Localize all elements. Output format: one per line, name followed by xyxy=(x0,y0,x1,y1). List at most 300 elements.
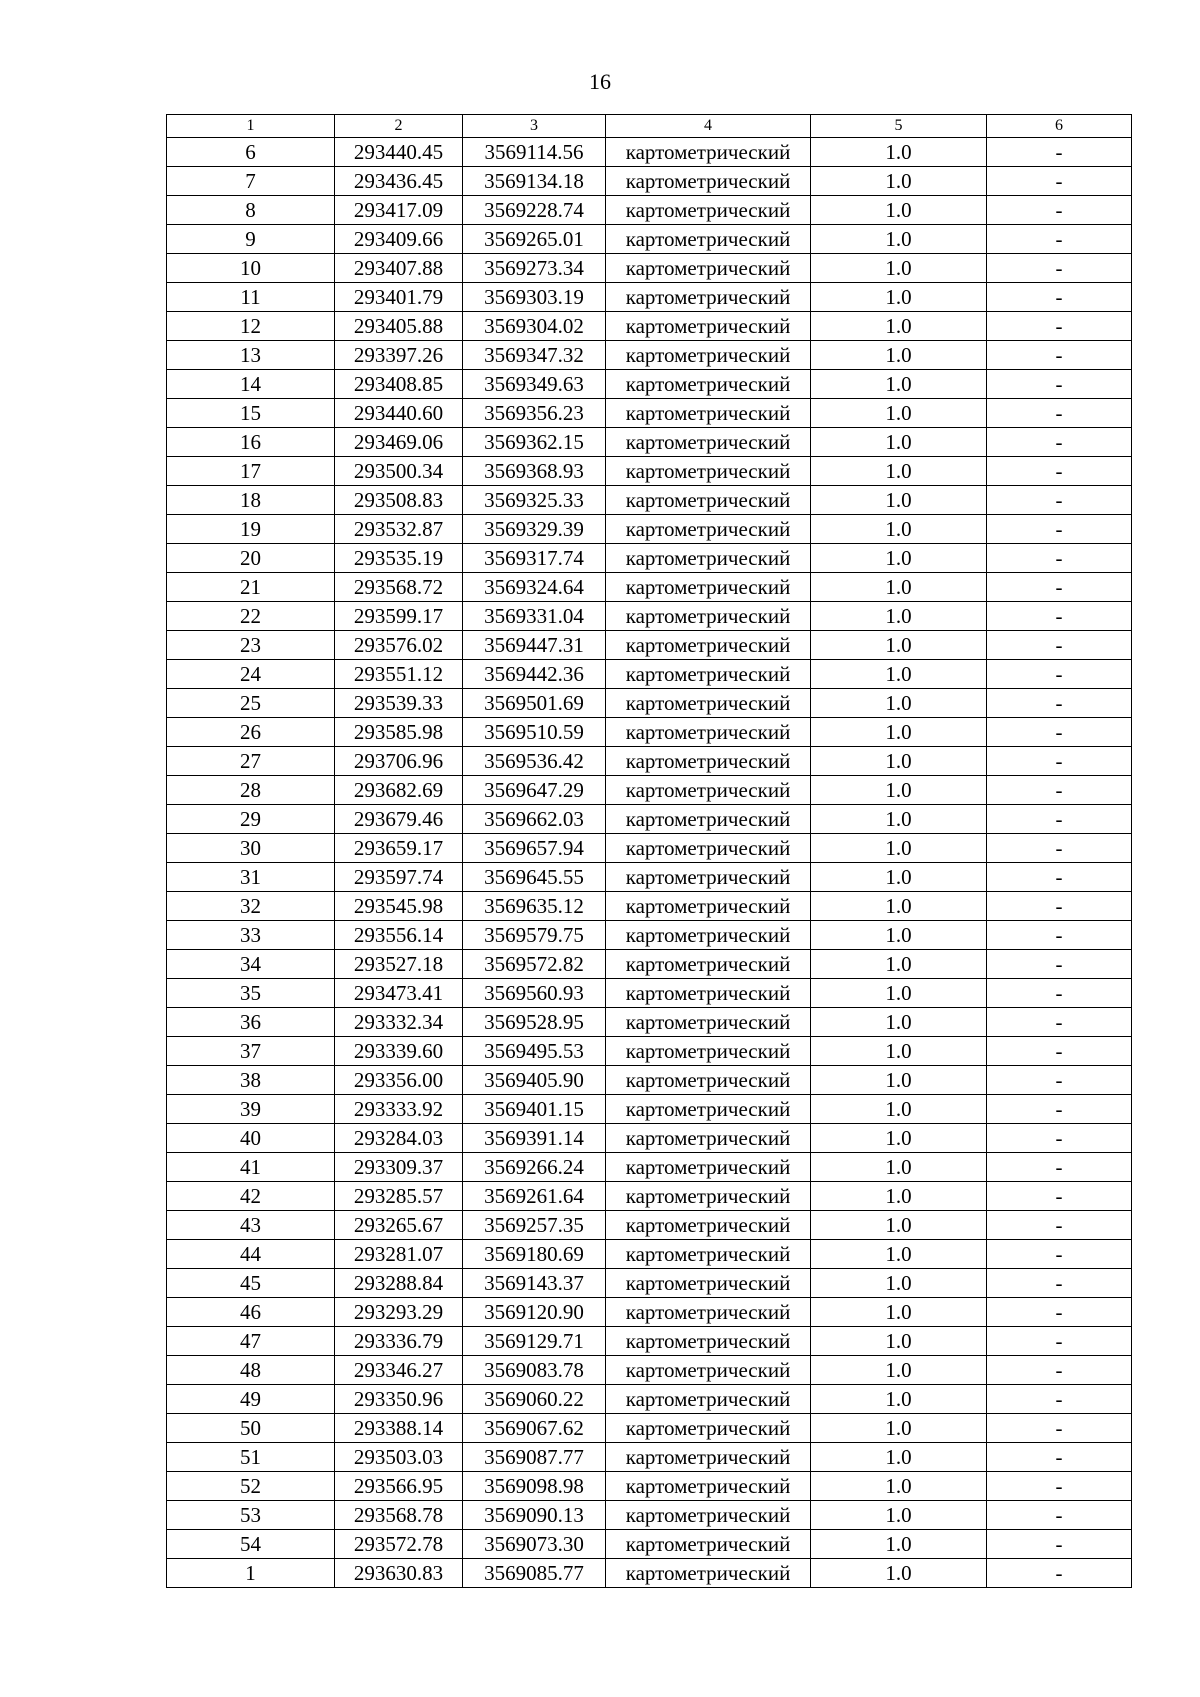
point-number-cell: 24 xyxy=(167,660,335,689)
method-cell: картометрический xyxy=(606,1095,811,1124)
table-row xyxy=(167,1385,1132,1414)
note-cell: - xyxy=(987,428,1132,457)
accuracy-cell: 1.0 xyxy=(811,1124,987,1153)
note-cell: - xyxy=(987,718,1132,747)
table-row xyxy=(167,1037,1132,1066)
y-coordinate-cell: 3569579.75 xyxy=(463,921,606,950)
point-number-cell: 39 xyxy=(167,1095,335,1124)
x-coordinate-cell: 293527.18 xyxy=(335,950,463,979)
accuracy-cell: 1.0 xyxy=(811,544,987,573)
table-row xyxy=(167,979,1132,1008)
x-coordinate-cell: 293405.88 xyxy=(335,312,463,341)
accuracy-cell: 1.0 xyxy=(811,1211,987,1240)
note-cell: - xyxy=(987,254,1132,283)
point-number-cell: 47 xyxy=(167,1327,335,1356)
method-cell: картометрический xyxy=(606,1443,811,1472)
accuracy-cell: 1.0 xyxy=(811,486,987,515)
accuracy-cell: 1.0 xyxy=(811,1385,987,1414)
point-number-cell: 21 xyxy=(167,573,335,602)
column-header-1: 1 xyxy=(167,115,335,138)
method-cell: картометрический xyxy=(606,921,811,950)
note-cell: - xyxy=(987,863,1132,892)
table-row xyxy=(167,834,1132,863)
point-number-cell: 14 xyxy=(167,370,335,399)
point-number-cell: 42 xyxy=(167,1182,335,1211)
note-cell: - xyxy=(987,950,1132,979)
method-cell: картометрический xyxy=(606,196,811,225)
x-coordinate-cell: 293350.96 xyxy=(335,1385,463,1414)
point-number-cell: 48 xyxy=(167,1356,335,1385)
table-row xyxy=(167,254,1132,283)
y-coordinate-cell: 3569442.36 xyxy=(463,660,606,689)
accuracy-cell: 1.0 xyxy=(811,1153,987,1182)
point-number-cell: 27 xyxy=(167,747,335,776)
y-coordinate-cell: 3569662.03 xyxy=(463,805,606,834)
table-row xyxy=(167,602,1132,631)
column-header-6: 6 xyxy=(987,115,1132,138)
table-row xyxy=(167,1153,1132,1182)
accuracy-cell: 1.0 xyxy=(811,1298,987,1327)
point-number-cell: 31 xyxy=(167,863,335,892)
accuracy-cell: 1.0 xyxy=(811,1037,987,1066)
method-cell: картометрический xyxy=(606,660,811,689)
accuracy-cell: 1.0 xyxy=(811,1443,987,1472)
y-coordinate-cell: 3569560.93 xyxy=(463,979,606,1008)
column-header-2: 2 xyxy=(335,115,463,138)
accuracy-cell: 1.0 xyxy=(811,1182,987,1211)
table-row xyxy=(167,399,1132,428)
table-row xyxy=(167,283,1132,312)
note-cell: - xyxy=(987,1153,1132,1182)
table-row xyxy=(167,341,1132,370)
table-row xyxy=(167,225,1132,254)
y-coordinate-cell: 3569368.93 xyxy=(463,457,606,486)
note-cell: - xyxy=(987,370,1132,399)
accuracy-cell: 1.0 xyxy=(811,428,987,457)
point-number-cell: 12 xyxy=(167,312,335,341)
x-coordinate-cell: 293284.03 xyxy=(335,1124,463,1153)
y-coordinate-cell: 3569645.55 xyxy=(463,863,606,892)
accuracy-cell: 1.0 xyxy=(811,399,987,428)
x-coordinate-cell: 293409.66 xyxy=(335,225,463,254)
note-cell: - xyxy=(987,1008,1132,1037)
point-number-cell: 45 xyxy=(167,1269,335,1298)
note-cell: - xyxy=(987,341,1132,370)
x-coordinate-cell: 293500.34 xyxy=(335,457,463,486)
x-coordinate-cell: 293397.26 xyxy=(335,341,463,370)
point-number-cell: 46 xyxy=(167,1298,335,1327)
method-cell: картометрический xyxy=(606,747,811,776)
x-coordinate-cell: 293309.37 xyxy=(335,1153,463,1182)
note-cell: - xyxy=(987,776,1132,805)
method-cell: картометрический xyxy=(606,805,811,834)
x-coordinate-cell: 293545.98 xyxy=(335,892,463,921)
y-coordinate-cell: 3569362.15 xyxy=(463,428,606,457)
y-coordinate-cell: 3569510.59 xyxy=(463,718,606,747)
column-header-3: 3 xyxy=(463,115,606,138)
point-number-cell: 11 xyxy=(167,283,335,312)
note-cell: - xyxy=(987,515,1132,544)
method-cell: картометрический xyxy=(606,631,811,660)
x-coordinate-cell: 293417.09 xyxy=(335,196,463,225)
x-coordinate-cell: 293473.41 xyxy=(335,979,463,1008)
accuracy-cell: 1.0 xyxy=(811,660,987,689)
note-cell: - xyxy=(987,1385,1132,1414)
note-cell: - xyxy=(987,747,1132,776)
y-coordinate-cell: 3569265.01 xyxy=(463,225,606,254)
x-coordinate-cell: 293597.74 xyxy=(335,863,463,892)
x-coordinate-cell: 293566.95 xyxy=(335,1472,463,1501)
method-cell: картометрический xyxy=(606,718,811,747)
y-coordinate-cell: 3569090.13 xyxy=(463,1501,606,1530)
accuracy-cell: 1.0 xyxy=(811,573,987,602)
method-cell: картометрический xyxy=(606,1037,811,1066)
table-row xyxy=(167,515,1132,544)
accuracy-cell: 1.0 xyxy=(811,979,987,1008)
x-coordinate-cell: 293336.79 xyxy=(335,1327,463,1356)
method-cell: картометрический xyxy=(606,457,811,486)
accuracy-cell: 1.0 xyxy=(811,892,987,921)
method-cell: картометрический xyxy=(606,1211,811,1240)
point-number-cell: 36 xyxy=(167,1008,335,1037)
table-row xyxy=(167,428,1132,457)
point-number-cell: 25 xyxy=(167,689,335,718)
x-coordinate-cell: 293401.79 xyxy=(335,283,463,312)
method-cell: картометрический xyxy=(606,892,811,921)
y-coordinate-cell: 3569356.23 xyxy=(463,399,606,428)
method-cell: картометрический xyxy=(606,515,811,544)
y-coordinate-cell: 3569349.63 xyxy=(463,370,606,399)
accuracy-cell: 1.0 xyxy=(811,950,987,979)
y-coordinate-cell: 3569098.98 xyxy=(463,1472,606,1501)
note-cell: - xyxy=(987,167,1132,196)
method-cell: картометрический xyxy=(606,370,811,399)
table-row xyxy=(167,167,1132,196)
note-cell: - xyxy=(987,1414,1132,1443)
method-cell: картометрический xyxy=(606,602,811,631)
point-number-cell: 28 xyxy=(167,776,335,805)
note-cell: - xyxy=(987,979,1132,1008)
note-cell: - xyxy=(987,689,1132,718)
method-cell: картометрический xyxy=(606,689,811,718)
accuracy-cell: 1.0 xyxy=(811,1269,987,1298)
point-number-cell: 15 xyxy=(167,399,335,428)
method-cell: картометрический xyxy=(606,1008,811,1037)
accuracy-cell: 1.0 xyxy=(811,1501,987,1530)
table-row xyxy=(167,312,1132,341)
x-coordinate-cell: 293682.69 xyxy=(335,776,463,805)
table-row xyxy=(167,1211,1132,1240)
point-number-cell: 6 xyxy=(167,138,335,167)
x-coordinate-cell: 293440.60 xyxy=(335,399,463,428)
y-coordinate-cell: 3569303.19 xyxy=(463,283,606,312)
x-coordinate-cell: 293556.14 xyxy=(335,921,463,950)
accuracy-cell: 1.0 xyxy=(811,718,987,747)
method-cell: картометрический xyxy=(606,863,811,892)
note-cell: - xyxy=(987,486,1132,515)
y-coordinate-cell: 3569325.33 xyxy=(463,486,606,515)
accuracy-cell: 1.0 xyxy=(811,196,987,225)
x-coordinate-cell: 293539.33 xyxy=(335,689,463,718)
x-coordinate-cell: 293356.00 xyxy=(335,1066,463,1095)
table-row xyxy=(167,1327,1132,1356)
x-coordinate-cell: 293585.98 xyxy=(335,718,463,747)
y-coordinate-cell: 3569501.69 xyxy=(463,689,606,718)
y-coordinate-cell: 3569120.90 xyxy=(463,1298,606,1327)
point-number-cell: 43 xyxy=(167,1211,335,1240)
x-coordinate-cell: 293535.19 xyxy=(335,544,463,573)
point-number-cell: 33 xyxy=(167,921,335,950)
note-cell: - xyxy=(987,1211,1132,1240)
x-coordinate-cell: 293572.78 xyxy=(335,1530,463,1559)
y-coordinate-cell: 3569273.34 xyxy=(463,254,606,283)
point-number-cell: 37 xyxy=(167,1037,335,1066)
y-coordinate-cell: 3569073.30 xyxy=(463,1530,606,1559)
table-row xyxy=(167,921,1132,950)
table-row xyxy=(167,1530,1132,1559)
x-coordinate-cell: 293332.34 xyxy=(335,1008,463,1037)
y-coordinate-cell: 3569391.14 xyxy=(463,1124,606,1153)
y-coordinate-cell: 3569329.39 xyxy=(463,515,606,544)
method-cell: картометрический xyxy=(606,1124,811,1153)
note-cell: - xyxy=(987,1124,1132,1153)
note-cell: - xyxy=(987,1240,1132,1269)
point-number-cell: 49 xyxy=(167,1385,335,1414)
x-coordinate-cell: 293503.03 xyxy=(335,1443,463,1472)
accuracy-cell: 1.0 xyxy=(811,370,987,399)
table-row xyxy=(167,805,1132,834)
note-cell: - xyxy=(987,1356,1132,1385)
table-row xyxy=(167,950,1132,979)
x-coordinate-cell: 293288.84 xyxy=(335,1269,463,1298)
accuracy-cell: 1.0 xyxy=(811,805,987,834)
table-row xyxy=(167,457,1132,486)
accuracy-cell: 1.0 xyxy=(811,515,987,544)
column-header-4: 4 xyxy=(606,115,811,138)
method-cell: картометрический xyxy=(606,1559,811,1588)
accuracy-cell: 1.0 xyxy=(811,1559,987,1588)
point-number-cell: 19 xyxy=(167,515,335,544)
accuracy-cell: 1.0 xyxy=(811,341,987,370)
note-cell: - xyxy=(987,457,1132,486)
y-coordinate-cell: 3569347.32 xyxy=(463,341,606,370)
x-coordinate-cell: 293408.85 xyxy=(335,370,463,399)
note-cell: - xyxy=(987,138,1132,167)
table-row xyxy=(167,892,1132,921)
table-row xyxy=(167,863,1132,892)
point-number-cell: 40 xyxy=(167,1124,335,1153)
method-cell: картометрический xyxy=(606,283,811,312)
x-coordinate-cell: 293568.72 xyxy=(335,573,463,602)
table-body xyxy=(167,138,1132,1588)
y-coordinate-cell: 3569635.12 xyxy=(463,892,606,921)
table-row xyxy=(167,1269,1132,1298)
note-cell: - xyxy=(987,834,1132,863)
accuracy-cell: 1.0 xyxy=(811,167,987,196)
y-coordinate-cell: 3569180.69 xyxy=(463,1240,606,1269)
method-cell: картометрический xyxy=(606,1472,811,1501)
method-cell: картометрический xyxy=(606,428,811,457)
y-coordinate-cell: 3569114.56 xyxy=(463,138,606,167)
x-coordinate-cell: 293285.57 xyxy=(335,1182,463,1211)
point-number-cell: 52 xyxy=(167,1472,335,1501)
accuracy-cell: 1.0 xyxy=(811,457,987,486)
note-cell: - xyxy=(987,602,1132,631)
table-row xyxy=(167,1298,1132,1327)
table-row xyxy=(167,1182,1132,1211)
point-number-cell: 32 xyxy=(167,892,335,921)
point-number-cell: 38 xyxy=(167,1066,335,1095)
note-cell: - xyxy=(987,225,1132,254)
method-cell: картометрический xyxy=(606,254,811,283)
accuracy-cell: 1.0 xyxy=(811,1095,987,1124)
method-cell: картометрический xyxy=(606,341,811,370)
table-row xyxy=(167,1443,1132,1472)
method-cell: картометрический xyxy=(606,167,811,196)
column-header-5: 5 xyxy=(811,115,987,138)
table-row xyxy=(167,1008,1132,1037)
y-coordinate-cell: 3569257.35 xyxy=(463,1211,606,1240)
table-header-row xyxy=(167,115,1132,138)
note-cell: - xyxy=(987,312,1132,341)
x-coordinate-cell: 293630.83 xyxy=(335,1559,463,1588)
x-coordinate-cell: 293436.45 xyxy=(335,167,463,196)
y-coordinate-cell: 3569060.22 xyxy=(463,1385,606,1414)
note-cell: - xyxy=(987,399,1132,428)
table-row xyxy=(167,747,1132,776)
table-row xyxy=(167,1066,1132,1095)
accuracy-cell: 1.0 xyxy=(811,747,987,776)
y-coordinate-cell: 3569657.94 xyxy=(463,834,606,863)
x-coordinate-cell: 293679.46 xyxy=(335,805,463,834)
y-coordinate-cell: 3569261.64 xyxy=(463,1182,606,1211)
note-cell: - xyxy=(987,631,1132,660)
note-cell: - xyxy=(987,1066,1132,1095)
y-coordinate-cell: 3569087.77 xyxy=(463,1443,606,1472)
note-cell: - xyxy=(987,1182,1132,1211)
y-coordinate-cell: 3569266.24 xyxy=(463,1153,606,1182)
page-number: 16 xyxy=(589,69,611,94)
x-coordinate-cell: 293659.17 xyxy=(335,834,463,863)
accuracy-cell: 1.0 xyxy=(811,138,987,167)
method-cell: картометрический xyxy=(606,1240,811,1269)
accuracy-cell: 1.0 xyxy=(811,1356,987,1385)
table-row xyxy=(167,1559,1132,1588)
method-cell: картометрический xyxy=(606,1153,811,1182)
table-row xyxy=(167,486,1132,515)
note-cell: - xyxy=(987,892,1132,921)
point-number-cell: 30 xyxy=(167,834,335,863)
y-coordinate-cell: 3569067.62 xyxy=(463,1414,606,1443)
accuracy-cell: 1.0 xyxy=(811,776,987,805)
y-coordinate-cell: 3569129.71 xyxy=(463,1327,606,1356)
method-cell: картометрический xyxy=(606,1414,811,1443)
table-row xyxy=(167,1240,1132,1269)
y-coordinate-cell: 3569134.18 xyxy=(463,167,606,196)
x-coordinate-cell: 293469.06 xyxy=(335,428,463,457)
method-cell: картометрический xyxy=(606,225,811,254)
method-cell: картометрический xyxy=(606,1066,811,1095)
x-coordinate-cell: 293407.88 xyxy=(335,254,463,283)
x-coordinate-cell: 293440.45 xyxy=(335,138,463,167)
method-cell: картометрический xyxy=(606,544,811,573)
y-coordinate-cell: 3569083.78 xyxy=(463,1356,606,1385)
point-number-cell: 26 xyxy=(167,718,335,747)
point-number-cell: 44 xyxy=(167,1240,335,1269)
method-cell: картометрический xyxy=(606,950,811,979)
table-row xyxy=(167,544,1132,573)
x-coordinate-cell: 293333.92 xyxy=(335,1095,463,1124)
method-cell: картометрический xyxy=(606,1385,811,1414)
accuracy-cell: 1.0 xyxy=(811,1327,987,1356)
point-number-cell: 50 xyxy=(167,1414,335,1443)
point-number-cell: 7 xyxy=(167,167,335,196)
point-number-cell: 34 xyxy=(167,950,335,979)
method-cell: картометрический xyxy=(606,573,811,602)
accuracy-cell: 1.0 xyxy=(811,1240,987,1269)
point-number-cell: 1 xyxy=(167,1559,335,1588)
x-coordinate-cell: 293388.14 xyxy=(335,1414,463,1443)
note-cell: - xyxy=(987,1501,1132,1530)
table-row xyxy=(167,1472,1132,1501)
x-coordinate-cell: 293551.12 xyxy=(335,660,463,689)
x-coordinate-cell: 293568.78 xyxy=(335,1501,463,1530)
accuracy-cell: 1.0 xyxy=(811,1472,987,1501)
accuracy-cell: 1.0 xyxy=(811,225,987,254)
accuracy-cell: 1.0 xyxy=(811,689,987,718)
point-number-cell: 23 xyxy=(167,631,335,660)
method-cell: картометрический xyxy=(606,312,811,341)
y-coordinate-cell: 3569143.37 xyxy=(463,1269,606,1298)
coordinates-table xyxy=(166,114,1132,1588)
point-number-cell: 29 xyxy=(167,805,335,834)
accuracy-cell: 1.0 xyxy=(811,283,987,312)
y-coordinate-cell: 3569401.15 xyxy=(463,1095,606,1124)
x-coordinate-cell: 293339.60 xyxy=(335,1037,463,1066)
table-row xyxy=(167,573,1132,602)
note-cell: - xyxy=(987,921,1132,950)
y-coordinate-cell: 3569317.74 xyxy=(463,544,606,573)
table-row xyxy=(167,1095,1132,1124)
table-row xyxy=(167,196,1132,225)
method-cell: картометрический xyxy=(606,776,811,805)
method-cell: картометрический xyxy=(606,486,811,515)
y-coordinate-cell: 3569228.74 xyxy=(463,196,606,225)
method-cell: картометрический xyxy=(606,1530,811,1559)
y-coordinate-cell: 3569528.95 xyxy=(463,1008,606,1037)
accuracy-cell: 1.0 xyxy=(811,631,987,660)
accuracy-cell: 1.0 xyxy=(811,312,987,341)
accuracy-cell: 1.0 xyxy=(811,1530,987,1559)
point-number-cell: 54 xyxy=(167,1530,335,1559)
y-coordinate-cell: 3569536.42 xyxy=(463,747,606,776)
table-row xyxy=(167,1501,1132,1530)
x-coordinate-cell: 293599.17 xyxy=(335,602,463,631)
table-row xyxy=(167,1414,1132,1443)
y-coordinate-cell: 3569304.02 xyxy=(463,312,606,341)
point-number-cell: 51 xyxy=(167,1443,335,1472)
accuracy-cell: 1.0 xyxy=(811,1008,987,1037)
y-coordinate-cell: 3569495.53 xyxy=(463,1037,606,1066)
note-cell: - xyxy=(987,1443,1132,1472)
point-number-cell: 41 xyxy=(167,1153,335,1182)
y-coordinate-cell: 3569324.64 xyxy=(463,573,606,602)
x-coordinate-cell: 293265.67 xyxy=(335,1211,463,1240)
method-cell: картометрический xyxy=(606,1327,811,1356)
note-cell: - xyxy=(987,1559,1132,1588)
y-coordinate-cell: 3569085.77 xyxy=(463,1559,606,1588)
accuracy-cell: 1.0 xyxy=(811,921,987,950)
